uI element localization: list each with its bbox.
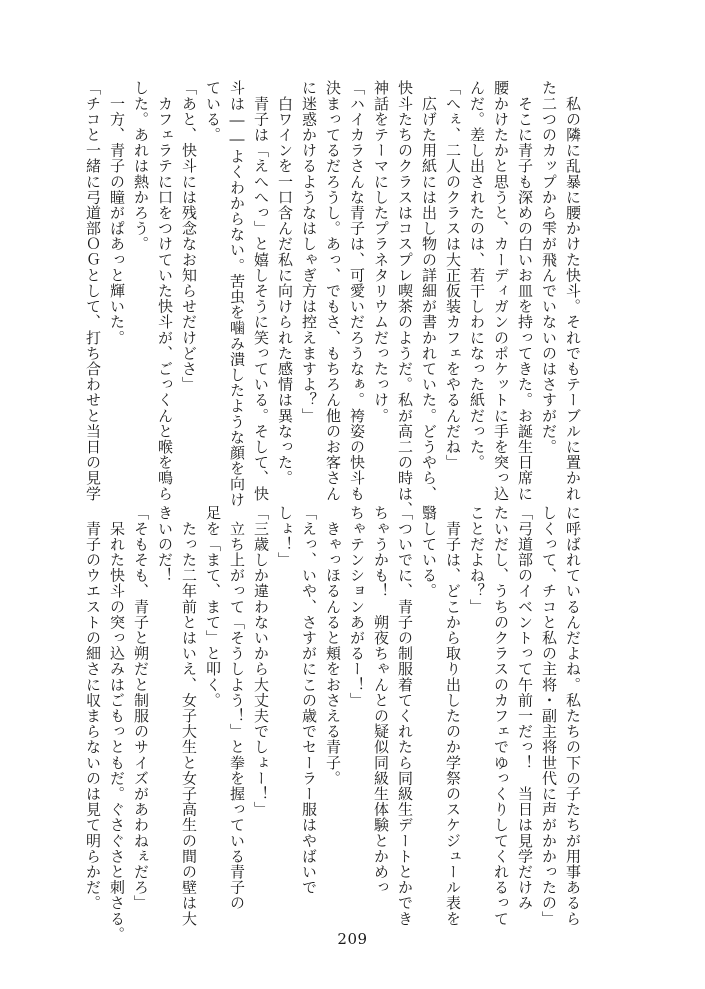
text-line: 私の隣に乱暴に腰かけた快斗。それでもテーブルに置かれ: [564, 80, 582, 502]
text-line: 神話をテーマにしたプラネタリウムだったっけ。: [372, 80, 390, 424]
text-line: 「ハイカラさんな青子は、可愛いだろうなぁ。袴姿の快斗も: [348, 80, 366, 502]
text-line: きゃっほるんると頬をおさえる青子。: [324, 505, 342, 786]
text-line: カフェラテに口をつけていた快斗が、ごっくんと喉を鳴ら: [156, 80, 174, 502]
text-line: 斗は――よくわからない。苦虫を噛み潰したような顔を向け: [228, 80, 246, 508]
text-line: 「そもそも、青子と朔だと制服のサイズがあわねぇだろ」: [132, 505, 150, 911]
text-line: に呼ばれているんだよね。私たちの下の子たちが用事あるら: [564, 505, 582, 927]
text-line: 足を「まて、まて」と叩く。: [204, 505, 222, 708]
text-line: ちゃテンションあがるー！」: [348, 505, 366, 708]
text-line: 呆れた快斗の突っ込みはごもっともだ。ぐさぐさと刺さる。: [108, 505, 126, 942]
text-line: 翳している。: [420, 505, 438, 599]
text-line: 立ち上がって「そうしよう！」と拳を握っている青子の: [228, 505, 246, 911]
page-number: 209: [337, 930, 368, 948]
text-line: 「ついでに、青子の制服着てくれたら同級生デートとかでき: [396, 505, 414, 927]
text-line: 「三歳しか違わないから大丈夫でしょー！」: [252, 505, 270, 817]
text-line: 「あと、快斗には残念なお知らせだけどさ」: [180, 80, 198, 392]
text-line: しょ！」: [276, 505, 294, 568]
text-block-upper: [84, 80, 585, 517]
text-line: 決まってるだろうし。あっ、でもさ、もちろん他のお客さん: [324, 80, 342, 502]
text-line: 広げた用紙には出し物の詳細が書かれていた。どうやら、: [420, 80, 438, 502]
text-line: した。あれは熱かろう。: [132, 80, 150, 252]
text-line: 「弓道部のイベントって午前一だっ！ 当日は見学だけみ: [516, 505, 534, 911]
text-line: たいだし、うちのクラスのカフェでゆっくりしてくれるって: [492, 505, 510, 927]
text-line: しくって、チコと私の主将・副主将世代に声がかかったの」: [540, 505, 558, 927]
text-line: 「えっ、いや、さすがにこの歳でセーラー服はやばいで: [300, 505, 318, 895]
text-line: 腰かけたかと思うと、カーディガンのポケットに手を突っ込: [492, 80, 510, 502]
text-line: きいのだ！: [156, 505, 174, 583]
text-line: た二つのカップから雫が飛んでいないのはさすがだ。: [540, 80, 558, 455]
text-line: ている。: [204, 80, 222, 143]
text-line: 快斗たちのクラスはコスプレ喫茶のようだ。私が高二の時は、: [396, 80, 414, 517]
text-line: 青子は「えへへっ」と嬉しそうに笑っている。そして、快: [252, 80, 270, 502]
text-line: 一方、青子の瞳がぱあっと輝いた。: [108, 80, 126, 346]
text-line: 青子のウエストの細さに収まらないのは見て明らかだ。: [84, 505, 102, 911]
text-line: 「へぇ、二人のクラスは大正仮装カフェをやるんだね」: [444, 80, 462, 470]
text-line: に迷惑かけるようなはしゃぎ方は控えますよ？」: [300, 80, 318, 424]
text-line: 青子は、どこから取り出したのか学祭のスケジュール表を: [444, 505, 462, 927]
text-line: ちゃうかも！ 朔夜ちゃんとの疑似同級生体験とかめっ: [372, 505, 390, 895]
text-line: 「チコと一緒に弓道部ＯＧとして、打ち合わせと当日の見学: [84, 80, 102, 502]
text-line: 白ワインを一口含んだ私に向けられた感情は異なった。: [276, 80, 294, 486]
text-line: たった二年前とはいえ、女子大生と女子高生の間の壁は大: [180, 505, 198, 927]
text-line: そこに青子も深めの白いお皿を持ってきた。お誕生日席に: [516, 80, 534, 502]
text-line: んだ。差し出されたのは、若干しわになった紙だった。: [468, 80, 486, 470]
text-line: ことだよね？」: [468, 505, 486, 615]
